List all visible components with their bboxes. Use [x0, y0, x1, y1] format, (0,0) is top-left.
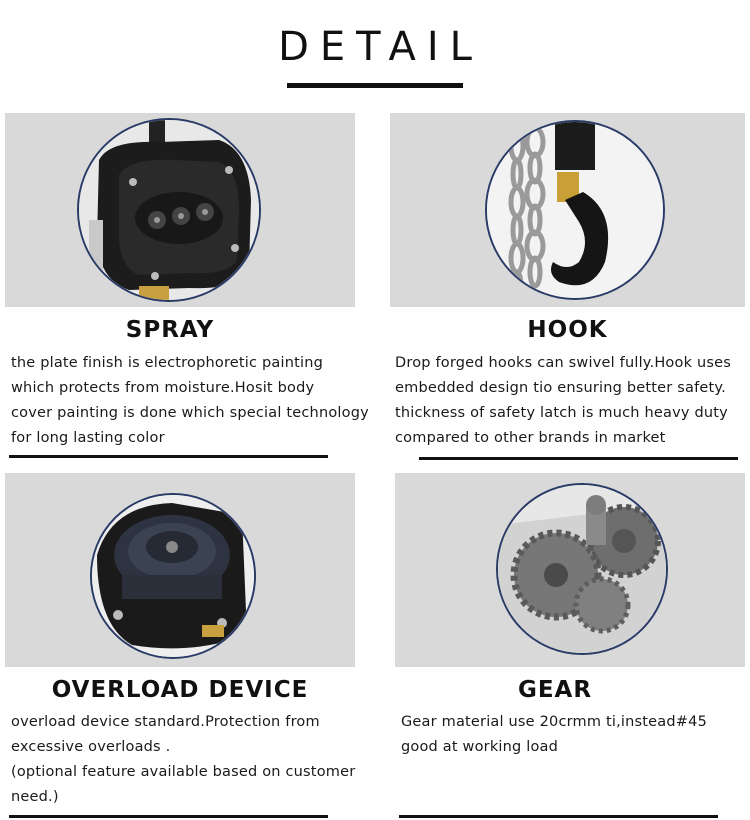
- overload-image-panel: [5, 473, 355, 667]
- spray-line-3: cover painting is done which special technology: [11, 405, 369, 421]
- overload-photo-circle: [90, 493, 256, 659]
- gear-divider: [399, 815, 718, 818]
- gear-heading: GEAR: [517, 677, 593, 703]
- gear-line-1: Gear material use 20crmm ti,instead#45: [401, 714, 707, 730]
- overload-line-1: overload device standard.Protection from: [11, 714, 320, 730]
- hook-description: [395, 351, 731, 451]
- spray-photo-circle: [77, 118, 261, 302]
- page-title: DETAIL: [278, 24, 483, 70]
- hook-line-3: thickness of safety latch is much heavy duty: [395, 405, 728, 421]
- gear-description: [401, 710, 707, 760]
- section-gear: [395, 473, 745, 820]
- gear-photo-circle: [496, 483, 668, 655]
- spray-line-2: which protects from moisture.Hosit body: [11, 380, 315, 396]
- section-hook: [390, 113, 745, 463]
- hook-line-2: embedded design tio ensuring better safety.: [395, 380, 726, 396]
- overload-description: [11, 710, 355, 810]
- gear-image-panel: [395, 473, 745, 667]
- hook-image-panel: [390, 113, 745, 307]
- spray-divider: [9, 455, 328, 458]
- section-spray: [5, 113, 375, 463]
- spray-line-1: the plate finish is electrophoretic painting: [11, 355, 324, 371]
- overload-divider: [9, 815, 328, 818]
- overload-heading: OVERLOAD DEVICE: [51, 677, 309, 703]
- gear-line-2: good at working load: [401, 739, 559, 755]
- spray-description: [11, 351, 369, 451]
- spray-line-4: for long lasting color: [11, 430, 165, 446]
- spray-image-panel: [5, 113, 355, 307]
- hook-heading: HOOK: [527, 317, 608, 343]
- overload-line-4: need.): [11, 789, 59, 805]
- hook-line-1: Drop forged hooks can swivel fully.Hook uses: [395, 355, 731, 371]
- hook-line-4: compared to other brands in market: [395, 430, 666, 446]
- hook-divider: [419, 457, 738, 460]
- title-underline: [287, 83, 463, 88]
- spray-heading: SPRAY: [125, 317, 215, 343]
- overload-line-3: (optional feature available based on customer: [11, 764, 356, 780]
- hook-photo-circle: [485, 120, 665, 300]
- section-overload-device: [5, 473, 375, 820]
- overload-line-2: excessive overloads .: [11, 739, 171, 755]
